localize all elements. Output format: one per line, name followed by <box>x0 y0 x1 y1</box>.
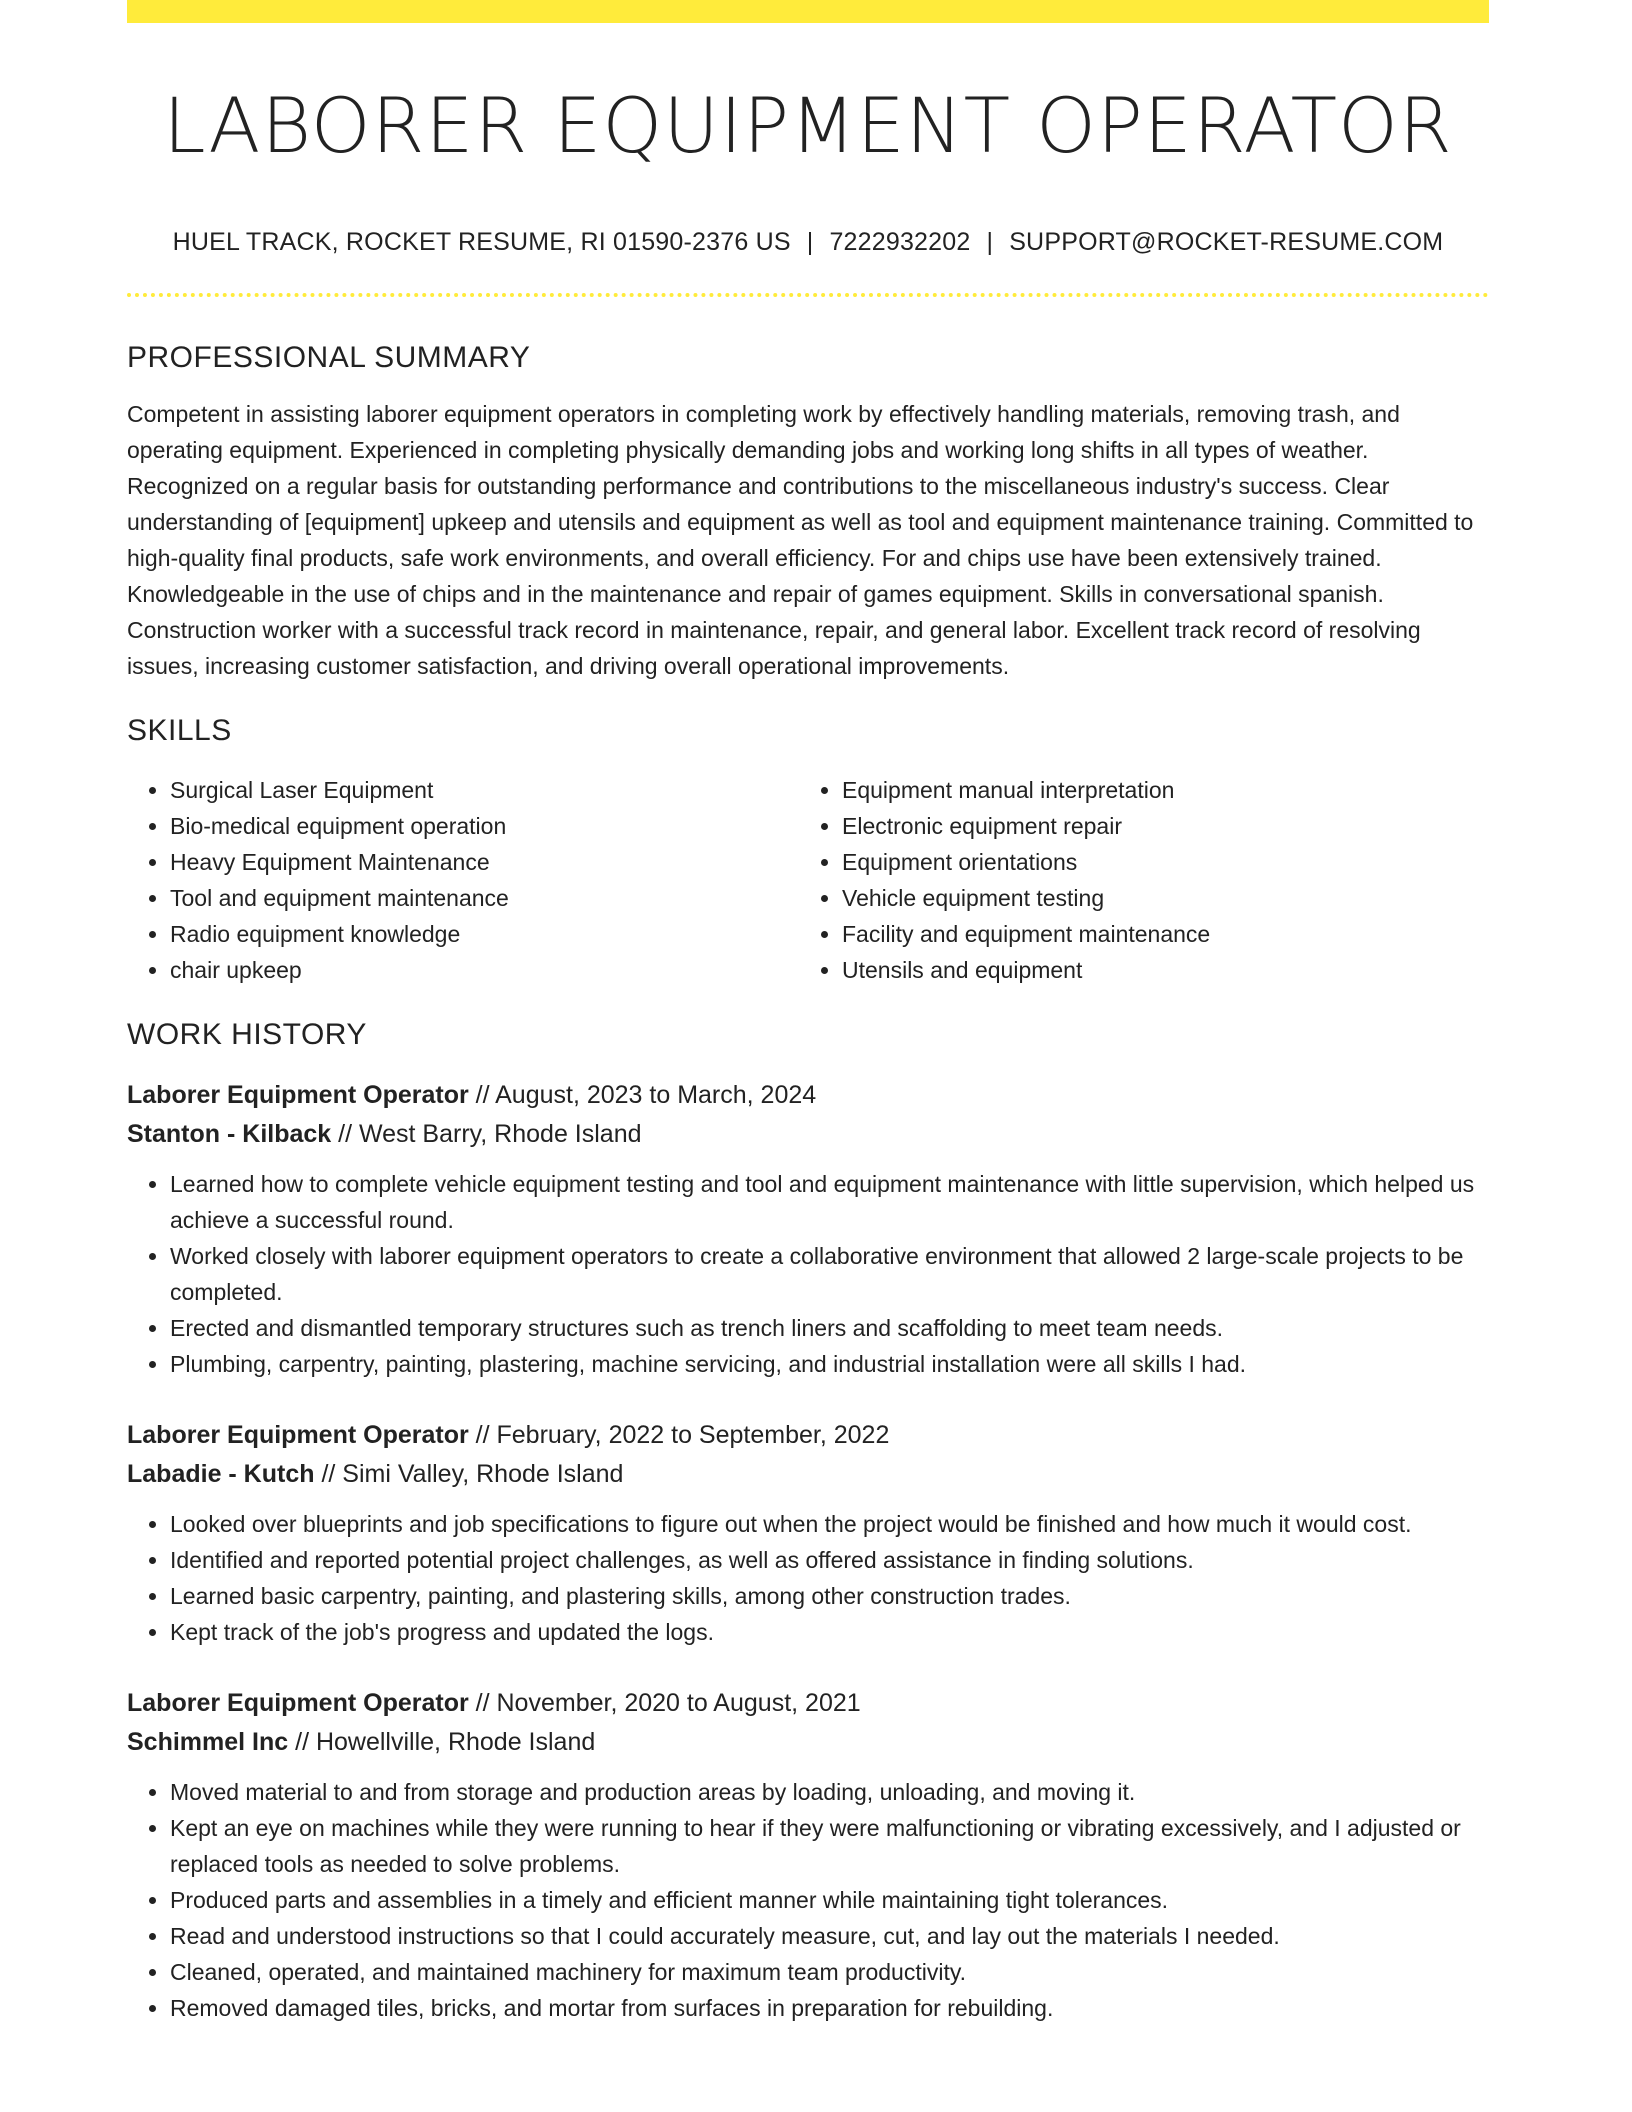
job-bullets <box>127 1166 1489 1382</box>
summary-heading: PROFESSIONAL SUMMARY <box>127 341 531 375</box>
skills-columns <box>127 772 1489 988</box>
job-role: Laborer Equipment Operator <box>127 1689 469 1718</box>
skills-heading: SKILLS <box>127 714 232 748</box>
job-role: Laborer Equipment Operator <box>127 1081 469 1110</box>
accent-bar <box>127 0 1489 23</box>
job-bullet: • Worked closely with laborer equipment operators to create a collaborative environment that allowed 2 large-scale projects to be completed. <box>170 1238 1489 1310</box>
skill-item: • chair upkeep <box>170 952 799 988</box>
contact-email: SUPPORT@ROCKET-RESUME.COM <box>1009 228 1444 257</box>
job-bullet: • Kept track of the job's progress and updated the logs. <box>170 1614 1489 1650</box>
job-company: Stanton - Kilback <box>127 1120 332 1149</box>
contact-phone: 7222932202 <box>829 228 971 257</box>
job-bullet: • Identified and reported potential project challenges, as well as offered assistance in finding solutions. <box>170 1542 1489 1578</box>
job-entry <box>127 1076 1489 1382</box>
job-dates: // February, 2022 to September, 2022 <box>468 1421 890 1450</box>
dotted-divider <box>127 293 1489 297</box>
job-company-line <box>127 1455 1489 1494</box>
skill-item: • Bio-medical equipment operation <box>170 808 799 844</box>
job-bullets <box>127 1506 1489 1650</box>
skill-item: • Equipment manual interpretation <box>842 772 1471 808</box>
job-dates: // November, 2020 to August, 2021 <box>468 1689 861 1718</box>
skill-item: • Radio equipment knowledge <box>170 916 799 952</box>
job-company-line <box>127 1723 1489 1762</box>
skill-item: • Electronic equipment repair <box>842 808 1471 844</box>
job-bullets <box>127 1774 1489 2026</box>
skill-item: • Facility and equipment maintenance <box>842 916 1471 952</box>
job-bullet: • Removed damaged tiles, bricks, and mortar from surfaces in preparation for rebuilding. <box>170 1990 1489 2026</box>
job-location: // Howellville, Rhode Island <box>288 1728 596 1757</box>
job-bullet: • Learned how to complete vehicle equipment testing and tool and equipment maintenance with little supervision, which helped us achieve a successful round. <box>170 1166 1489 1238</box>
contact-separator: | <box>806 228 814 257</box>
job-company: Schimmel Inc <box>127 1728 289 1757</box>
job-dates: // August, 2023 to March, 2024 <box>468 1081 817 1110</box>
job-role: Laborer Equipment Operator <box>127 1421 469 1450</box>
job-bullet: • Cleaned, operated, and maintained machinery for maximum team productivity. <box>170 1954 1489 1990</box>
job-company-line <box>127 1115 1489 1154</box>
resume-page <box>127 0 1489 2026</box>
summary-text: Competent in assisting laborer equipment operators in completing work by effectively handling materials, removing trash, and operating equipment. Experienced in completing physically demanding jobs and working long shifts in all types of weather. Recognized on a regular basis for outstanding performance and contributions to the miscellaneous industry's success. Clear understanding of [equipment] upkeep and utensils and equipment as well as tool and equipment maintenance training. Committed to high-quality final products, safe work environments, and overall efficiency. For and chips use have been extensively trained. Knowledgeable in the use of chips and in the maintenance and repair of games equipment. Skills in conversational spanish. Construction worker with a successful track record in maintenance, repair, and general labor. Excellent track record of resolving issues, increasing customer satisfaction, and driving overall operational improvements. <box>127 401 1474 680</box>
contact-separator: | <box>986 228 994 257</box>
job-title-line <box>127 1416 1489 1455</box>
skill-item: • Heavy Equipment Maintenance <box>170 844 799 880</box>
skill-item: • Equipment orientations <box>842 844 1471 880</box>
job-entry <box>127 1684 1489 2026</box>
skill-item: • Utensils and equipment <box>842 952 1471 988</box>
contact-address: HUEL TRACK, ROCKET RESUME, RI 01590-2376 US <box>172 228 791 257</box>
job-bullet: • Moved material to and from storage and production areas by loading, unloading, and moving it. <box>170 1774 1489 1810</box>
skills-list-right <box>799 772 1471 988</box>
job-bullet: • Looked over blueprints and job specifications to figure out when the project would be finished and how much it would cost. <box>170 1506 1489 1542</box>
job-entry <box>127 1416 1489 1650</box>
job-bullet: • Read and understood instructions so that I could accurately measure, cut, and lay out the materials I needed. <box>170 1918 1489 1954</box>
skill-item: • Vehicle equipment testing <box>842 880 1471 916</box>
work-history-heading: WORK HISTORY <box>127 1018 367 1052</box>
job-bullet: • Plumbing, carpentry, painting, plastering, machine servicing, and industrial installation were all skills I had. <box>170 1346 1489 1382</box>
skills-list-left <box>127 772 799 988</box>
job-title-line <box>127 1684 1489 1723</box>
job-title-line <box>127 1076 1489 1115</box>
job-bullet: • Kept an eye on machines while they were running to hear if they were malfunctioning or vibrating excessively, and I adjusted or replaced tools as needed to solve problems. <box>170 1810 1489 1882</box>
job-bullet: • Produced parts and assemblies in a timely and efficient manner while maintaining tight tolerances. <box>170 1882 1489 1918</box>
skill-item: • Surgical Laser Equipment <box>170 772 799 808</box>
contact-line <box>127 228 1489 257</box>
skill-item: • Tool and equipment maintenance <box>170 880 799 916</box>
job-company: Labadie - Kutch <box>127 1460 315 1489</box>
candidate-name: LABORER EQUIPMENT OPERATOR <box>163 81 1453 170</box>
job-location: // Simi Valley, Rhode Island <box>314 1460 624 1489</box>
job-bullet: • Erected and dismantled temporary structures such as trench liners and scaffolding to meet team needs. <box>170 1310 1489 1346</box>
job-location: // West Barry, Rhode Island <box>331 1120 642 1149</box>
job-bullet: • Learned basic carpentry, painting, and plastering skills, among other construction trades. <box>170 1578 1489 1614</box>
